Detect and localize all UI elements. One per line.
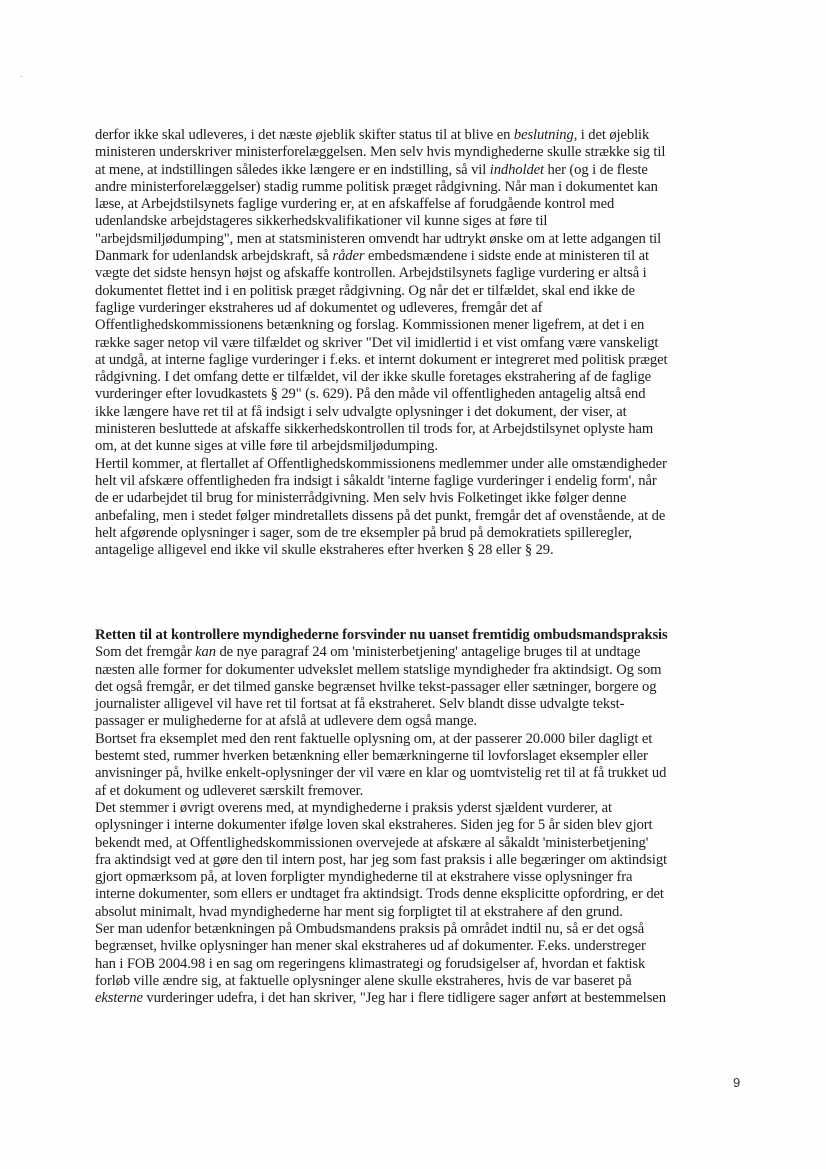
text-line [95, 456, 745, 473]
text-run: dokumentet flettet ind i en politisk præget rådgivning. Og når det er tilfældet, skal end ikke de [95, 282, 635, 299]
text-run: at mene, at indstillingen således ikke længere er en indstilling, så vil [95, 161, 490, 178]
text-line [95, 904, 745, 921]
emphasized-text: eksterne [95, 990, 143, 1007]
text-run: passager er mulighederne for at afslå at udlevere dem også mange. [95, 713, 478, 730]
text-run: derfor ikke skal udleveres, i det næste øjeblik skifter status til at blive en [95, 127, 514, 143]
text-line [95, 696, 745, 713]
text-line [95, 386, 745, 403]
text-line [95, 731, 745, 748]
emphasized-text: indholdet [489, 161, 544, 178]
text-run: helt vil afskære offentligheden fra indsigt i såkaldt 'interne faglige vurderinger i endelig form', når [95, 472, 657, 489]
text-run: anbefaling, men i stedet følger mindretallets dissens på det punkt, fremgår det af ovenstående, at de [95, 507, 666, 524]
text-run: fra aktindsigt ved at gøre den til intern post, har jeg som fast praksis i alle begæringer om aktindsigt [95, 851, 668, 868]
text-run: absolut minimalt, hvad myndighederne har ment sig forpligtet til at ekstrahere af den grund. [95, 903, 623, 920]
text-run: "arbejdsmiljødumping", men at statsministeren omvendt har udtrykt ønske om at lette adgangen til [95, 230, 662, 247]
text-line [95, 265, 745, 282]
text-line [95, 542, 745, 559]
text-run: de nye paragraf 24 om 'ministerbetjening' antagelige bruges til at undtage [215, 644, 641, 661]
text-line [95, 817, 745, 834]
text-line [95, 490, 745, 507]
text-line [95, 162, 745, 179]
text-line [95, 921, 745, 938]
text-run: helt afgørende oplysninger i sager, som de tre eksempler på brud på demokratiets spilleregler, [95, 524, 632, 541]
text-run: Offentlighedskommissionens betænkning og forslag. Kommissionen mener ligefrem, at det i en [95, 317, 645, 334]
text-line [95, 713, 745, 730]
text-run: anvisninger på, hvilke enkelt-oplysninger der vil være en klar og uomtvistelig ret til at få trukket ud [95, 765, 667, 782]
text-run: Hertil kommer, at flertallet af Offentlighedskommissionens medlemmer under alle omstændigheder [95, 455, 667, 472]
text-line [95, 213, 745, 230]
text-line [95, 473, 745, 490]
text-run: andre ministerforelæggelser) stadig rumme politisk præget rådgivning. Når man i dokumentet kan [95, 178, 658, 195]
text-run: begrænset, hvilke oplysninger han mener skal ekstraheres ud af dokumenter. F.eks. understreger [95, 938, 646, 955]
text-run: det også fremgår, er det tilmed ganske begrænset hvilke tekst-passager eller sætninger, borgere og [95, 678, 657, 695]
text-run: Danmark for udenlandsk arbejdskraft, så [95, 248, 333, 265]
text-line [95, 438, 745, 455]
text-run: ikke længere have ret til at få indsigt i selv udvalgte oplysninger i det dokument, der viser, at [95, 403, 627, 420]
text-line [95, 196, 745, 213]
text-line [95, 300, 745, 317]
text-line [95, 644, 745, 661]
text-run: , i det øjeblik [573, 127, 650, 143]
text-line [95, 508, 745, 525]
text-line [95, 783, 745, 800]
text-line [95, 662, 745, 679]
text-run: Som det fremgår [95, 644, 196, 661]
text-line [95, 317, 745, 334]
text-line [95, 886, 745, 903]
text-line [95, 765, 745, 782]
text-line [95, 525, 745, 542]
text-run: udenlandske arbejdstageres sikkerhedskvalifikationer vil kunne siges at føre til [95, 213, 548, 230]
text-run: læse, at Arbejdstilsynets faglige vurdering er, at en afskaffelse af forudgående kontrol med [95, 196, 615, 213]
text-run: Ser man udenfor betænkningen på Ombudsmandens praksis på området indtil nu, så er det også [95, 921, 645, 938]
text-line [95, 852, 745, 869]
text-line [95, 748, 745, 765]
text-run: han i FOB 2004.98 i en sag om regeringens klimastrategi og forudsigelser af, hvordan et faktisk [95, 955, 646, 972]
text-line [95, 990, 745, 1007]
emphasized-text: beslutning [513, 127, 574, 143]
text-line [95, 938, 745, 955]
section-2-paragraphs [95, 644, 745, 1007]
emphasized-text: råder [332, 248, 365, 265]
text-line [95, 352, 745, 369]
text-line [95, 679, 745, 696]
text-line [95, 869, 745, 886]
text-run: vurderinger efter lovudkastets § 29" (s. 629). På den måde vil offentligheden antagelig altså end [95, 386, 646, 403]
text-run: bekendt med, at Offentlighedskommissionen overvejede at afskære al såkaldt 'ministerbetjening' [95, 834, 649, 851]
page-number: 9 [733, 1075, 741, 1090]
text-run: bestemt sted, rummer hverken betænkning eller bemærkningerne til lovforslaget eksempler eller [95, 748, 648, 765]
text-run: oplysninger i interne dokumenter ifølge loven skal ekstraheres. Siden jeg for 5 år siden blev gjort [95, 817, 653, 834]
text-run: ministeren underskriver ministerforelæggelsen. Men selv hvis myndighederne skulle strække sig til [95, 144, 666, 161]
body-text-section-1 [95, 127, 745, 559]
text-line [95, 283, 745, 300]
text-line [95, 179, 745, 196]
text-line [95, 421, 745, 438]
text-run: at undgå, at interne faglige vurderinger i f.eks. et internt dokument er integreret med politisk præget [95, 351, 668, 368]
text-run: de er udarbejdet til brug for ministerrådgivning. Men selv hvis Folketinget ikke følger denne [95, 490, 627, 507]
text-line [95, 335, 745, 352]
text-line [95, 248, 745, 265]
text-line [95, 369, 745, 386]
text-run: embedsmændene i sidste ende at ministeren til at [364, 248, 649, 265]
text-run: journalister alligevel vil have ret til fortsat at få ekstraheret. Selv blandt disse udvalgte tekst- [95, 696, 625, 713]
text-line [95, 800, 745, 817]
text-line [95, 231, 745, 248]
text-line [95, 973, 745, 990]
section-heading: Retten til at kontrollere myndighederne forsvinder nu uanset fremtidig ombudsmandspraksis [95, 627, 668, 643]
text-run: ministeren besluttede at afskaffe sikkerhedskontrollen til trods for, at Arbejdstilsynet oplyste ham [95, 421, 654, 438]
text-line [95, 127, 745, 144]
text-run: faglige vurderinger ekstraheres ud af dokumentet og udleveres, fremgår det af [95, 299, 543, 316]
text-run: forløb ville ændre sig, at faktuelle oplysninger alene skulle ekstraheres, hvis de var baseret på [95, 972, 632, 989]
text-run: Det stemmer i øvrigt overens med, at myndighederne i praksis yderst sjældent vurderer, at [95, 799, 612, 816]
emphasized-text: kan [195, 644, 216, 661]
text-run: interne dokumenter, som ellers er undtaget fra aktindsigt. Trods denne eksplicitte opfordring, er det [95, 886, 664, 903]
text-run: her (og i de fleste [543, 161, 648, 178]
text-run: rådgivning. I det omfang dette er tilfældet, vil der ikke skulle foretages ekstrahering af de faglige [95, 369, 652, 386]
text-run: række sager netop vil være tilfældet og skriver "Det vil imidlertid i et vist omfang være vanskeligt [95, 334, 659, 351]
text-line [95, 835, 745, 852]
text-run: om, at det kunne siges at ville føre til arbejdsmiljødumping. [95, 438, 438, 455]
text-run: Bortset fra eksemplet med den rent faktuelle oplysning om, at der passerer 20.000 biler dagligt et [95, 730, 653, 747]
text-run: næsten alle former for dokumenter udvekslet mellem statslige myndigheder fra aktindsigt. Og som [95, 661, 662, 678]
text-line [95, 144, 745, 161]
scan-artifact [20, 76, 23, 77]
text-line [95, 956, 745, 973]
text-run: vægte det sidste hensyn højst og afskaffe kontrollen. Arbejdstilsynets faglige vurdering er altså i [95, 265, 647, 282]
body-text-section-2 [95, 627, 745, 1008]
text-line [95, 404, 745, 421]
text-run: gjort opmærksom på, at loven forpligter myndighederne til at ekstrahere visse oplysninger fra [95, 869, 633, 886]
text-run: vurderinger udefra, i det han skriver, "Jeg har i flere tidligere sager anført at bestemmelsen [142, 990, 666, 1007]
text-run: antagelige alligevel end ikke vil skulle ekstraheres efter hverken § 28 eller § 29. [95, 542, 554, 559]
text-run: af et dokument og udleveret særskilt fremover. [95, 782, 364, 799]
